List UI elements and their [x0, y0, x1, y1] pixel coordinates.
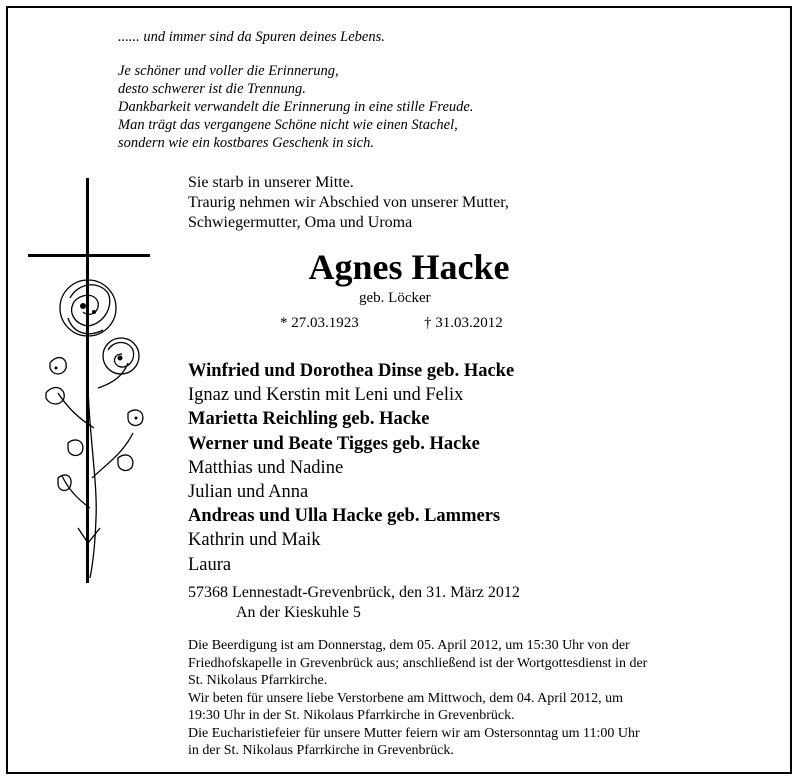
intro-line: Sie starb in unserer Mitte.	[188, 174, 354, 191]
motto	[118, 28, 385, 46]
notice-line: 19:30 Uhr in der St. Nikolaus Pfarrkirche in Grevenbrück.	[188, 708, 515, 723]
family-member: Matthias und Nadine	[188, 457, 344, 478]
family-member: Werner und Beate Tigges geb. Hacke	[188, 433, 480, 454]
family-member: Winfried und Dorothea Dinse geb. Hacke	[188, 361, 515, 381]
poem	[118, 62, 473, 152]
notice-line: in der St. Nikolaus Pfarrkirche in Grevenbrück.	[188, 743, 454, 758]
intro-line: Schwiegermutter, Oma und Uroma	[188, 214, 413, 231]
family-list	[188, 359, 514, 577]
intro-text	[188, 173, 509, 233]
notice-line: St. Nikolaus Pfarrkirche.	[188, 673, 328, 688]
motto-line: ...... und immer sind da Spuren deines Lebens.	[118, 29, 385, 45]
notice-line: Die Beerdigung ist am Donnerstag, dem 05. April 2012, um 15:30 Uhr von der	[188, 638, 630, 653]
address: An der Kieskuhle 5	[236, 604, 361, 621]
maiden-name: geb. Löcker	[359, 290, 431, 306]
poem-line: Dankbarkeit verwandelt die Erinnerung in eine stille Freude.	[118, 99, 474, 115]
deceased-name: Agnes Hacke	[308, 247, 510, 287]
notice-line: Friedhofskapelle in Grevenbrück aus; anschließend ist der Wortgottesdienst in der	[188, 655, 648, 671]
family-member: Andreas und Ulla Hacke geb. Lammers	[188, 506, 501, 527]
place-date: 57368 Lennestadt-Grevenbrück, den 31. März 2012	[188, 584, 520, 601]
poem-line: Man trägt das vergangene Schöne nicht wie einen Stachel,	[118, 117, 458, 133]
notice-line: Wir beten für unsere liebe Verstorbene am Mittwoch, dem 04. April 2012, um	[188, 690, 624, 706]
funeral-notice	[188, 637, 647, 760]
poem-line: sondern wie ein kostbares Geschenk in sich.	[118, 135, 374, 151]
intro-line: Traurig nehmen wir Abschied von unserer Mutter,	[188, 194, 509, 211]
family-member: Laura	[188, 554, 232, 575]
family-member: Kathrin und Maik	[188, 530, 321, 551]
notice-line: Die Eucharistiefeier für unsere Mutter feiern wir am Ostersonntag um 11:00 Uhr	[188, 725, 640, 741]
family-member: Julian und Anna	[188, 482, 309, 503]
family-member: Marietta Reichling geb. Hacke	[188, 409, 430, 430]
poem-line: desto schwerer ist die Trennung.	[118, 81, 306, 97]
family-member: Ignaz und Kerstin mit Leni und Felix	[188, 385, 464, 406]
cross-with-roses-icon	[28, 178, 150, 583]
death-date: † 31.03.2012	[424, 315, 503, 331]
birth-date: * 27.03.1923	[280, 315, 359, 331]
poem-line: Je schöner und voller die Erinnerung,	[118, 63, 339, 79]
